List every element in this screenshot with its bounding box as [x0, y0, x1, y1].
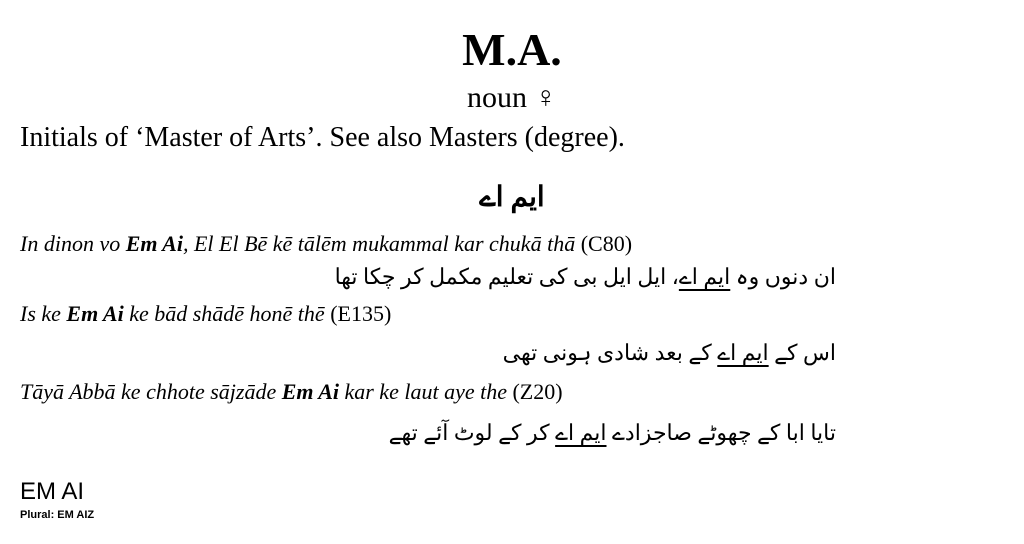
- part-of-speech: noun: [467, 81, 527, 114]
- example-source: (C80): [575, 231, 633, 256]
- example-source: (Z20): [506, 379, 563, 404]
- definition: Initials of ‘Master of Arts’. See also Masters (degree).: [20, 122, 625, 153]
- example-urdu: تایا ابا کے چھوٹے صاجزادے ایم اے کر کے لوٹ آئے تھے: [388, 420, 836, 445]
- urdu-headword: ایم اے: [479, 182, 545, 213]
- headword: M.A.: [462, 24, 562, 75]
- example-urdu-keyword: ایم اے: [555, 420, 607, 445]
- example-urdu-keyword: ایم اے: [678, 264, 731, 289]
- example-keyword: Em Ai: [281, 379, 339, 404]
- part-of-speech-line: [0, 80, 1024, 116]
- example-keyword: Em Ai: [125, 231, 183, 256]
- example-urdu: ان دنوں وہ ایم اے، ایل ایل بی کی تعلیم مکمل کر چکا تھا: [334, 264, 836, 289]
- example-urdu: اس کے ایم اے کے بعد شادی ہونی تھی: [502, 340, 836, 365]
- example-transliteration: In dinon vo Em Ai, El El Bē kē tālēm mukammal kar chukā thā (C80): [20, 231, 633, 256]
- feminine-gender-icon: ♀: [534, 81, 557, 114]
- example-transliteration: Tāyā Abbā ke chhote sājzāde Em Ai kar ke laut aye the (Z20): [20, 379, 563, 404]
- example-urdu-keyword: ایم اے: [717, 340, 769, 365]
- plural-form: Plural: EM AIZ: [20, 509, 95, 521]
- example-keyword: Em Ai: [66, 301, 124, 326]
- variant-form: EM AI: [20, 478, 85, 505]
- example-transliteration: Is ke Em Ai ke bād shādē honē thē (E135): [20, 301, 392, 326]
- example-source: (E135): [324, 301, 392, 326]
